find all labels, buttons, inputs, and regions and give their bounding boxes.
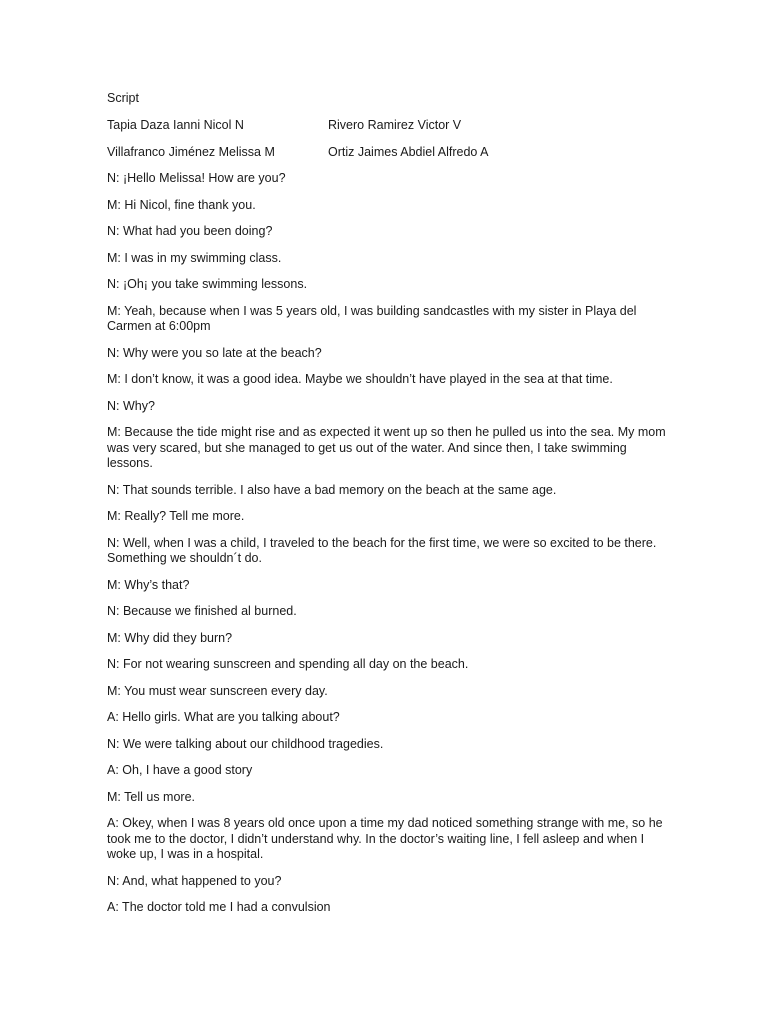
dialogue-line: M: Yeah, because when I was 5 years old, I was building sandcastles with my sister in Playa del Carmen at 6:00pm bbox=[107, 303, 637, 333]
dialogue-line: M: Why’s that? bbox=[107, 577, 190, 592]
dialogue-line: N: ¡Oh¡ you take swimming lessons. bbox=[107, 277, 308, 291]
dialogue-line: A: The doctor told me I had a convulsion bbox=[107, 900, 331, 914]
author-name: Tapia Daza Ianni Nicol N bbox=[107, 118, 244, 132]
dialogue-line: M: I was in my swimming class. bbox=[107, 250, 282, 265]
dialogue-line: M: Why did they burn? bbox=[107, 630, 233, 645]
dialogue-line: M: Tell us more. bbox=[107, 789, 195, 804]
dialogue-line: M: You must wear sunscreen every day. bbox=[107, 683, 328, 698]
dialogue-line: N: That sounds terrible. I also have a bad memory on the beach at the same age. bbox=[107, 482, 557, 497]
author-name: Ortiz Jaimes Abdiel Alfredo A bbox=[328, 145, 489, 159]
dialogue-line: N: What had you been doing? bbox=[107, 224, 273, 238]
author-name: Rivero Ramirez Victor V bbox=[328, 118, 462, 132]
dialogue-line: N: Well, when I was a child, I traveled to the beach for the first time, we were so excited to be there. Something we shouldn´t do. bbox=[107, 535, 657, 565]
author-list bbox=[107, 118, 668, 160]
author-name: Villafranco Jiménez Melissa M bbox=[107, 145, 275, 159]
dialogue-line: N: And, what happened to you? bbox=[107, 873, 282, 888]
dialogue-line: N: Because we finished al burned. bbox=[107, 604, 297, 618]
dialogue-line: N: Why? bbox=[107, 398, 155, 413]
dialogue-line: A: Oh, I have a good story bbox=[107, 763, 253, 777]
document-title: Script bbox=[107, 91, 139, 105]
dialogue-line: A: Hello girls. What are you talking about? bbox=[107, 710, 340, 724]
dialogue-line: N: We were talking about our childhood tragedies. bbox=[107, 736, 384, 751]
dialogue bbox=[107, 171, 668, 916]
dialogue-line: N: Why were you so late at the beach? bbox=[107, 345, 322, 360]
dialogue-line: N: ¡Hello Melissa! How are you? bbox=[107, 171, 286, 185]
dialogue-line: M: I don’t know, it was a good idea. Maybe we shouldn’t have played in the sea at that time. bbox=[107, 372, 613, 386]
dialogue-line: N: For not wearing sunscreen and spending all day on the beach. bbox=[107, 657, 469, 671]
dialogue-line: A: Okey, when I was 8 years old once upon a time my dad noticed something strange with me, so he took me to the doctor, I didn’t understand why. In the doctor’s waiting line, I fell asleep and when I woke up, I was in a hospital. bbox=[107, 816, 663, 861]
dialogue-line: M: Really? Tell me more. bbox=[107, 509, 245, 523]
dialogue-line: M: Hi Nicol, fine thank you. bbox=[107, 197, 256, 212]
dialogue-line: M: Because the tide might rise and as expected it went up so then he pulled us into the sea. My mom was very scared, but she managed to get us out of the water. And since then, I take swimming lessons. bbox=[107, 425, 666, 470]
